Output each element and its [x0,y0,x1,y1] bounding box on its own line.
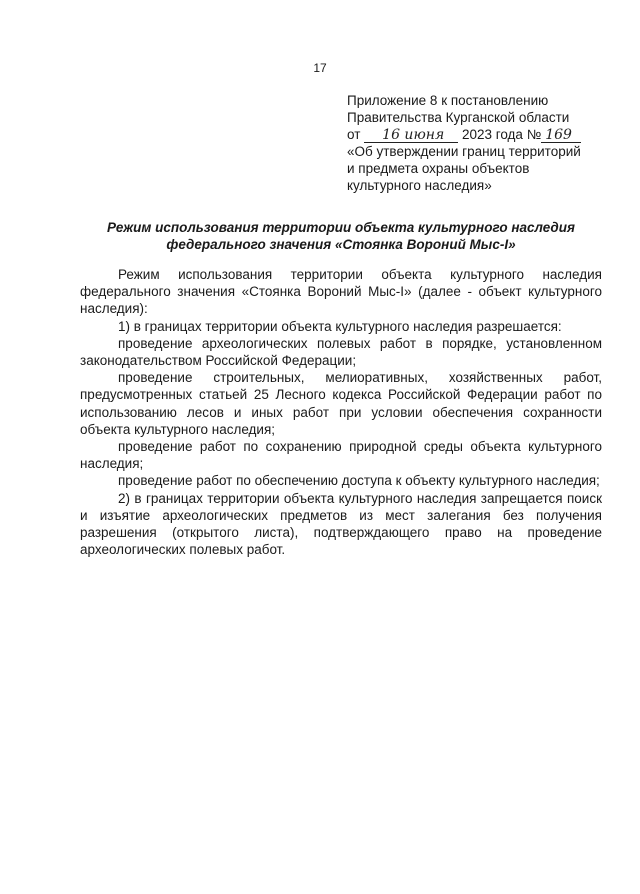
title-line-1: Режим использования территории объекта культурного наследия [107,220,575,235]
paragraph-item-1: 1) в границах территории объекта культурного наследия разрешается: [118,318,562,334]
handwritten-date: 16 июня [364,128,458,143]
appendix-line-6: культурного наследия» [347,178,492,193]
paragraph-construction: проведение строительных, мелиоративных, хозяйственных работ, предусмотренных статьей 25 Лесного кодекса Российской Федерации работ по использованию лесов и иных работ при условии обеспечения сохранности объекта культурного наследия; [80,370,602,437]
paragraph-access: проведение работ по обеспечению доступа к объекту культурного наследия; [118,473,600,489]
title-line-2: федерального значения «Стоянка Вороний Мыс-I» [166,237,516,252]
document-title [80,219,602,253]
page-number: 17 [313,61,327,75]
paragraph-item-2: 2) в границах территории объекта культурного наследия запрещается поиск и изъятие археологических предметов из мест залегания без получения разрешения (открытого листа), подтверждающего право на проведение археологических полевых работ. [80,490,602,558]
paragraph-archaeology: проведение археологических полевых работ в порядке, установленном законодательством Российской Федерации; [80,335,602,369]
handwritten-number: 169 [541,128,581,143]
year-text: 2023 года [461,127,523,142]
paragraph-nature: проведение работ по сохранению природной среды объекта культурного наследия; [80,439,602,472]
appendix-block [347,92,597,194]
paragraph-intro: Режим использования территории объекта культурного наследия федерального значения «Стоянка Вороний Мыс-I» (далее - объект культурного наследия): [80,267,602,317]
appendix-line-2: Правительства Курганской области [347,110,570,125]
appendix-line-5: и предмета охраны объектов [347,161,530,176]
document-body [80,266,602,558]
appendix-line-4: «Об утверждении границ территорий [347,144,581,159]
number-label: № [526,127,542,142]
from-label: от [347,127,361,142]
appendix-date-line [347,126,597,143]
appendix-line-1: Приложение 8 к постановлению [347,93,549,108]
